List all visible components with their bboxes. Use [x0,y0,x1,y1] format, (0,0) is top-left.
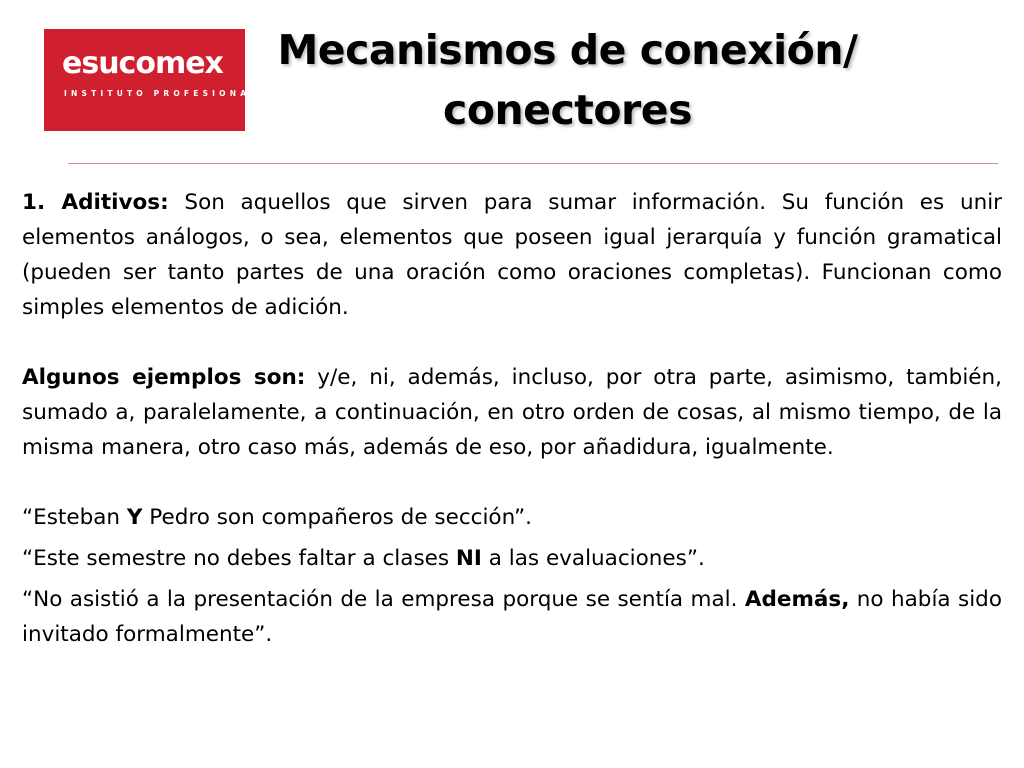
example-sentence-text: “Este semestre no debes faltar a clases [22,546,456,571]
example-connector: Y [126,505,143,530]
logo-subtitle: INSTITUTO PROFESIONAL [64,89,260,98]
slide-title-line-2: conectores [443,86,692,134]
example-connector: Además, [744,587,850,612]
aditivos-text: Son aquellos que sirven para sumar información. Su función es unir elementos análogos, o sea, elementos que poseen igual jerarquía y función gramatical (pueden ser tanto partes de una oración como oraciones completas). Funcionan como simples elementos de adición. [22,190,1003,320]
example-sentence [22,541,1002,576]
title-divider [68,163,998,164]
slide-title-line-1: Mecanismos de conexión/ [277,26,858,74]
aditivos-paragraph [22,185,1002,325]
slide-title [255,20,880,140]
example-sentence [22,500,1002,535]
logo-wordmark: esucomex [62,46,223,81]
example-sentence-text: a las evaluaciones”. [481,546,705,571]
aditivos-label: 1. Aditivos: [22,190,169,215]
ejemplos-label: Algunos ejemplos son: [22,365,306,390]
esucomex-logo [44,29,260,131]
example-sentence [22,582,1002,652]
ejemplos-paragraph [22,360,1002,465]
example-sentence-text: “No asistió a la presentación de la empresa porque se sentía mal. [22,587,745,612]
example-sentence-text: no había sido invitado formalmente”. [22,587,1002,647]
slide-body [22,185,1002,652]
example-sentence-text: “Esteban [22,505,127,530]
example-connector: NI [455,546,482,571]
ejemplos-text: y/e, ni, además, incluso, por otra parte, asimismo, también, sumado a, paralelamente, a continuación, en otro orden de cosas, al mismo tiempo, de la misma manera, otro caso más, además de eso, por añadidura, igualmente. [22,365,1002,460]
example-sentence-text: Pedro son compañeros de sección”. [142,505,533,530]
